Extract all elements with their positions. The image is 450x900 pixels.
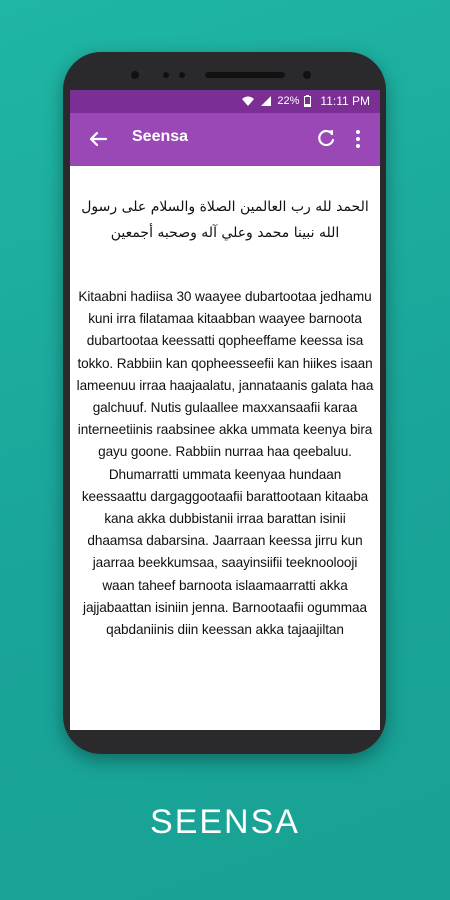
proximity-sensor-icon [179, 72, 185, 78]
signal-icon [260, 95, 272, 107]
camera-lens-icon [303, 71, 311, 79]
phone-frame [63, 52, 386, 754]
back-arrow-icon[interactable] [84, 125, 112, 153]
page-title: Seensa [132, 128, 189, 145]
more-options-icon[interactable] [354, 127, 362, 151]
status-icons [241, 94, 370, 108]
battery-icon [304, 95, 311, 107]
wifi-icon [241, 95, 255, 107]
app-toolbar [70, 113, 380, 166]
arabic-intro-text: الحمد لله رب العالمين الصلاة والسلام على رسول الله نبينا محمد وعلي آله وصحبه أجمعين [81, 199, 369, 241]
refresh-icon[interactable] [315, 126, 337, 150]
front-camera-icon [131, 71, 139, 79]
status-bar [70, 90, 380, 113]
content-area[interactable] [70, 166, 380, 730]
body-text: Kitaabni hadiisa 30 waayee dubartootaa jedhamu kuni irra filatamaa kitaabban waayee barnoota dubartootaa keessatti qopheeffame keessa isa tokko. Rabbiin kan qopheesseefii kan hiikes isaan lameenuu irraa haajaalatu, jannataanis galata haa galchuuf. Nutis gulaallee maxxansaafii karaa interneetiinis raabsinee akka ummata keenya bira gayu goone. Rabbiin nurraa haa qeebaluu. Dhumarratti ummata keenyaa hundaan keessaattu dargaggootaafii barattootaan kitaaba kana akka dubbistanii irraa barattan isinii dhaamsa dabarsina. Jaarraan keessa jirru kun jaarraa beekkumsaa, saayinsiifii teeknoolooji waan taheef barnoota islaamaarratti akka jajjabaattan isiniin jenna. Barnootaafii ogummaa qabdaniinis diin keessan akka tajaajiltan [76, 289, 374, 638]
phone-top-bezel [63, 52, 386, 88]
status-time: 11:11 PM [320, 94, 370, 108]
speaker-grille [205, 72, 285, 78]
phone-screen [70, 90, 380, 730]
sensor-icon [163, 72, 169, 78]
battery-percent: 22% [277, 95, 300, 107]
caption-text: SEENSA [150, 803, 300, 841]
